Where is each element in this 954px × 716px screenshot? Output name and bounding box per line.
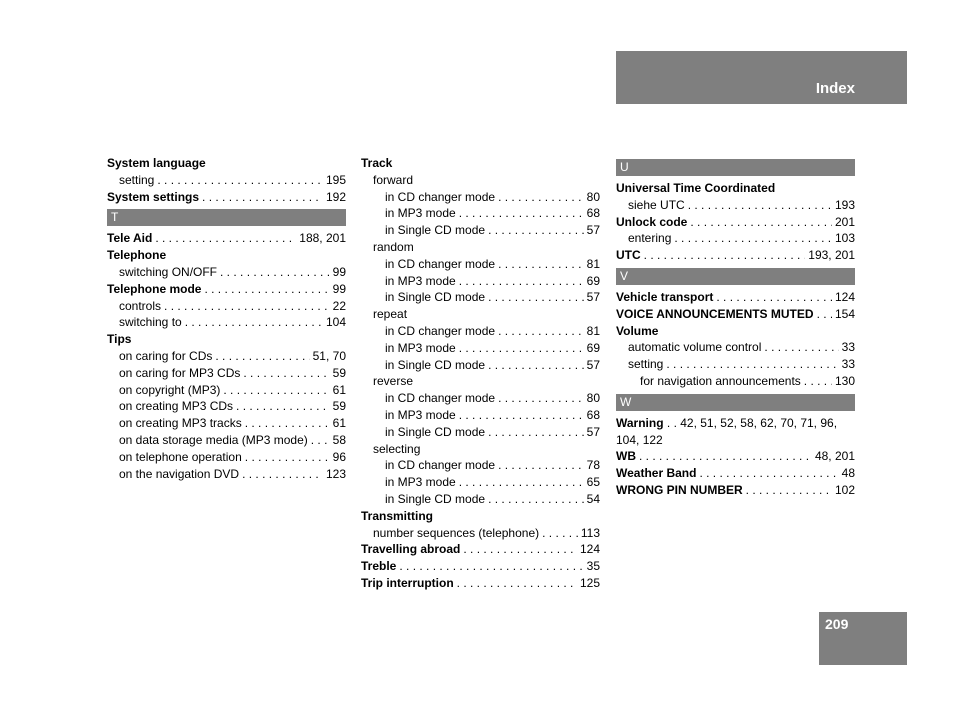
page-number: 209 bbox=[825, 616, 849, 632]
entry-term: number sequences (telephone) bbox=[373, 525, 540, 540]
entry-leader: . . bbox=[663, 415, 681, 430]
entry-term: Travelling abroad bbox=[361, 542, 461, 557]
index-entry bbox=[616, 465, 855, 482]
entry-page-ref: 104 bbox=[325, 315, 346, 330]
entry-leader bbox=[459, 474, 584, 491]
entry-leader bbox=[498, 390, 584, 407]
entry-term: forward bbox=[373, 172, 414, 187]
entry-page-ref: 130 bbox=[834, 373, 855, 388]
index-entry bbox=[361, 457, 600, 474]
entry-page-ref: 59 bbox=[332, 365, 346, 380]
header-bar bbox=[616, 51, 907, 104]
entry-leader bbox=[459, 407, 584, 424]
index-entry bbox=[616, 214, 855, 231]
entry-page-ref: 68 bbox=[586, 206, 600, 221]
index-entry bbox=[107, 230, 346, 247]
entry-page-ref: 80 bbox=[586, 391, 600, 406]
entry-page-ref: 201 bbox=[834, 214, 855, 229]
entry-page-ref: 124 bbox=[579, 542, 600, 557]
entry-term: Volume bbox=[616, 323, 659, 338]
index-entry bbox=[361, 357, 600, 374]
entry-leader bbox=[542, 525, 578, 542]
entry-term: in CD changer mode bbox=[385, 256, 496, 271]
section-title: Index bbox=[815, 80, 855, 97]
entry-term: Trip interruption bbox=[361, 575, 454, 590]
entry-term: in Single CD mode bbox=[385, 223, 486, 238]
entry-leader bbox=[185, 314, 323, 331]
index-entry bbox=[107, 348, 346, 365]
entry-term: in MP3 mode bbox=[385, 206, 456, 221]
entry-page-ref: 188, 201 bbox=[299, 231, 346, 246]
index-entry bbox=[616, 230, 855, 247]
entry-term: automatic volume control bbox=[628, 340, 762, 355]
entry-page-ref: 57 bbox=[586, 223, 600, 238]
index-column-2 bbox=[361, 155, 600, 592]
entry-leader bbox=[488, 289, 584, 306]
index-entry bbox=[616, 339, 855, 356]
entry-leader bbox=[688, 197, 832, 214]
entry-leader bbox=[644, 247, 806, 264]
index-entry bbox=[107, 155, 346, 172]
index-entry bbox=[107, 398, 346, 415]
index-entry bbox=[107, 172, 346, 189]
entry-term: on telephone operation bbox=[119, 449, 242, 464]
entry-leader bbox=[666, 356, 838, 373]
letter-heading: V bbox=[616, 268, 855, 285]
entry-term: Tips bbox=[107, 332, 132, 347]
index-entry bbox=[361, 558, 600, 575]
entry-leader bbox=[699, 465, 838, 482]
index-column-3 bbox=[616, 155, 855, 499]
entry-page-ref: 124 bbox=[834, 289, 855, 304]
entry-leader bbox=[215, 348, 309, 365]
entry-term: siehe UTC bbox=[628, 197, 685, 212]
index-entry bbox=[107, 314, 346, 331]
index-entry bbox=[361, 306, 600, 323]
entry-page-ref: 102 bbox=[834, 482, 855, 497]
entry-page-ref: 81 bbox=[586, 323, 600, 338]
entry-term: in Single CD mode bbox=[385, 491, 486, 506]
entry-term: for navigation announcements bbox=[640, 373, 801, 388]
entry-term: Transmitting bbox=[361, 508, 434, 523]
index-entry bbox=[616, 197, 855, 214]
entry-term: reverse bbox=[373, 374, 414, 389]
index-column-1 bbox=[107, 155, 346, 482]
index-entry bbox=[107, 415, 346, 432]
index-entry bbox=[361, 441, 600, 458]
index-entry bbox=[361, 189, 600, 206]
index-entry bbox=[361, 575, 600, 592]
entry-page-ref: 61 bbox=[332, 416, 346, 431]
entry-term: in MP3 mode bbox=[385, 407, 456, 422]
entry-page-ref: 48 bbox=[841, 466, 855, 481]
entry-leader bbox=[498, 457, 584, 474]
entry-page-ref: 192 bbox=[325, 189, 346, 204]
index-entry bbox=[616, 482, 855, 499]
entry-term: Telephone mode bbox=[107, 281, 202, 296]
entry-page-ref: 42, 51, 52, 58, 62, 70, 71, 96, 104, 122 bbox=[616, 415, 838, 447]
index-entry bbox=[107, 298, 346, 315]
index-entry bbox=[616, 448, 855, 465]
entry-term: in CD changer mode bbox=[385, 458, 496, 473]
entry-term: random bbox=[373, 239, 414, 254]
entry-page-ref: 78 bbox=[586, 458, 600, 473]
entry-leader bbox=[245, 415, 330, 432]
entry-leader bbox=[488, 491, 584, 508]
entry-leader bbox=[311, 432, 330, 449]
entry-term: Track bbox=[361, 156, 393, 170]
letter-heading: W bbox=[616, 394, 855, 411]
index-entry bbox=[361, 289, 600, 306]
entry-page-ref: 69 bbox=[586, 340, 600, 355]
index-entry bbox=[361, 323, 600, 340]
index-entry bbox=[616, 356, 855, 373]
entry-page-ref: 195 bbox=[325, 172, 346, 187]
entry-page-ref: 22 bbox=[332, 298, 346, 313]
entry-page-ref: 65 bbox=[586, 475, 600, 490]
entry-leader bbox=[157, 172, 323, 189]
entry-page-ref: 96 bbox=[332, 449, 346, 464]
index-entry bbox=[616, 323, 855, 340]
index-entry bbox=[361, 390, 600, 407]
entry-page-ref: 33 bbox=[841, 340, 855, 355]
entry-leader bbox=[639, 448, 812, 465]
entry-term: Universal Time Coordinated bbox=[616, 181, 776, 195]
index-entry bbox=[361, 205, 600, 222]
index-entry bbox=[107, 247, 346, 264]
entry-term: on the navigation DVD bbox=[119, 466, 240, 481]
index-entry bbox=[107, 466, 346, 483]
entry-term: UTC bbox=[616, 248, 641, 263]
entry-leader bbox=[498, 256, 584, 273]
entry-page-ref: 57 bbox=[586, 290, 600, 305]
index-entry bbox=[361, 424, 600, 441]
entry-page-ref: 57 bbox=[586, 424, 600, 439]
entry-leader bbox=[459, 273, 584, 290]
entry-page-ref: 51, 70 bbox=[312, 348, 346, 363]
entry-leader bbox=[690, 214, 832, 231]
entry-leader bbox=[817, 306, 832, 323]
entry-term: on data storage media (MP3 mode) bbox=[119, 432, 308, 447]
entry-page-ref: 81 bbox=[586, 256, 600, 271]
entry-page-ref: 69 bbox=[586, 273, 600, 288]
entry-page-ref: 125 bbox=[579, 575, 600, 590]
entry-term: in MP3 mode bbox=[385, 273, 456, 288]
entry-term: Weather Band bbox=[616, 466, 697, 481]
index-entry bbox=[107, 432, 346, 449]
entry-term: repeat bbox=[373, 307, 408, 322]
entry-term: in Single CD mode bbox=[385, 290, 486, 305]
entry-page-ref: 58 bbox=[332, 432, 346, 447]
index-entry bbox=[361, 541, 600, 558]
letter-heading: T bbox=[107, 209, 346, 226]
entry-leader bbox=[164, 298, 330, 315]
entry-term: Warning bbox=[616, 415, 664, 430]
entry-term: in Single CD mode bbox=[385, 357, 486, 372]
entry-leader bbox=[220, 264, 330, 281]
index-entry bbox=[107, 365, 346, 382]
entry-term: Unlock code bbox=[616, 214, 688, 229]
entry-page-ref: 59 bbox=[332, 399, 346, 414]
entry-page-ref: 33 bbox=[841, 357, 855, 372]
entry-leader bbox=[459, 340, 584, 357]
entry-leader bbox=[236, 398, 330, 415]
index-entry bbox=[361, 239, 600, 256]
entry-term: switching to bbox=[119, 315, 182, 330]
entry-leader bbox=[488, 357, 584, 374]
entry-term: in CD changer mode bbox=[385, 323, 496, 338]
entry-term: Tele Aid bbox=[107, 231, 153, 246]
entry-leader bbox=[155, 230, 296, 247]
entry-term: on caring for MP3 CDs bbox=[119, 365, 241, 380]
entry-leader bbox=[498, 323, 584, 340]
entry-leader bbox=[674, 230, 832, 247]
entry-page-ref: 113 bbox=[580, 525, 600, 540]
index-entry bbox=[361, 373, 600, 390]
entry-term: switching ON/OFF bbox=[119, 264, 218, 279]
entry-leader bbox=[764, 339, 838, 356]
entry-page-ref: 68 bbox=[586, 407, 600, 422]
entry-term: selecting bbox=[373, 441, 421, 456]
entry-term: on copyright (MP3) bbox=[119, 382, 221, 397]
index-entry bbox=[616, 289, 855, 306]
entry-term: WB bbox=[616, 449, 636, 464]
entry-page-ref: 99 bbox=[332, 264, 346, 279]
entry-leader bbox=[488, 424, 584, 441]
index-entry bbox=[616, 373, 855, 390]
index-entry bbox=[361, 491, 600, 508]
entry-page-ref: 103 bbox=[834, 231, 855, 246]
index-entry bbox=[616, 247, 855, 264]
letter-heading: U bbox=[616, 159, 855, 176]
entry-leader bbox=[245, 449, 330, 466]
entry-term: controls bbox=[119, 298, 162, 313]
index-entry bbox=[361, 508, 600, 525]
entry-term: setting bbox=[119, 172, 155, 187]
entry-term: Treble bbox=[361, 559, 397, 574]
index-entry bbox=[361, 340, 600, 357]
index-entry bbox=[616, 415, 855, 449]
entry-term: on creating MP3 CDs bbox=[119, 399, 234, 414]
entry-leader bbox=[498, 189, 584, 206]
entry-page-ref: 35 bbox=[586, 559, 600, 574]
index-entry bbox=[107, 281, 346, 298]
index-entry bbox=[107, 382, 346, 399]
index-entry bbox=[107, 331, 346, 348]
entry-term: VOICE ANNOUNCEMENTS MUTED bbox=[616, 306, 814, 321]
entry-leader bbox=[202, 189, 323, 206]
entry-leader bbox=[463, 541, 577, 558]
index-entry bbox=[616, 306, 855, 323]
entry-page-ref: 48, 201 bbox=[814, 449, 855, 464]
entry-page-ref: 57 bbox=[586, 357, 600, 372]
entry-page-ref: 193, 201 bbox=[808, 248, 855, 263]
index-entry bbox=[107, 449, 346, 466]
entry-term: on caring for CDs bbox=[119, 348, 213, 363]
index-entry bbox=[361, 273, 600, 290]
index-entry bbox=[361, 525, 600, 542]
entry-leader bbox=[204, 281, 329, 298]
entry-term: in MP3 mode bbox=[385, 475, 456, 490]
entry-term: in CD changer mode bbox=[385, 189, 496, 204]
index-entry bbox=[361, 407, 600, 424]
index-entry bbox=[107, 264, 346, 281]
entry-term: System settings bbox=[107, 189, 200, 204]
entry-term: in Single CD mode bbox=[385, 424, 486, 439]
index-entry bbox=[361, 172, 600, 189]
entry-page-ref: 154 bbox=[834, 306, 855, 321]
entry-leader bbox=[746, 482, 832, 499]
entry-term: WRONG PIN NUMBER bbox=[616, 482, 743, 497]
index-entry bbox=[616, 180, 855, 197]
entry-term: on creating MP3 tracks bbox=[119, 416, 242, 431]
entry-leader bbox=[804, 373, 832, 390]
index-entry bbox=[361, 474, 600, 491]
entry-leader bbox=[459, 205, 584, 222]
entry-page-ref: 99 bbox=[332, 281, 346, 296]
index-entry bbox=[361, 256, 600, 273]
entry-leader bbox=[457, 575, 577, 592]
entry-page-ref: 61 bbox=[332, 382, 346, 397]
entry-page-ref: 123 bbox=[325, 466, 346, 481]
entry-term: setting bbox=[628, 357, 664, 372]
entry-term: in CD changer mode bbox=[385, 391, 496, 406]
entry-leader bbox=[242, 466, 323, 483]
entry-term: Telephone bbox=[107, 248, 167, 263]
entry-page-ref: 80 bbox=[586, 189, 600, 204]
page-number-box bbox=[819, 612, 907, 665]
entry-leader bbox=[716, 289, 832, 306]
entry-leader bbox=[223, 382, 329, 399]
entry-leader bbox=[399, 558, 583, 575]
entry-leader bbox=[488, 222, 584, 239]
entry-leader bbox=[243, 365, 329, 382]
entry-term: Vehicle transport bbox=[616, 289, 714, 304]
entry-term: entering bbox=[628, 231, 672, 246]
index-entry bbox=[361, 155, 600, 172]
entry-page-ref: 193 bbox=[834, 197, 855, 212]
index-entry bbox=[361, 222, 600, 239]
entry-page-ref: 54 bbox=[586, 491, 600, 506]
entry-term: System language bbox=[107, 156, 206, 170]
entry-term: in MP3 mode bbox=[385, 340, 456, 355]
index-entry bbox=[107, 189, 346, 206]
